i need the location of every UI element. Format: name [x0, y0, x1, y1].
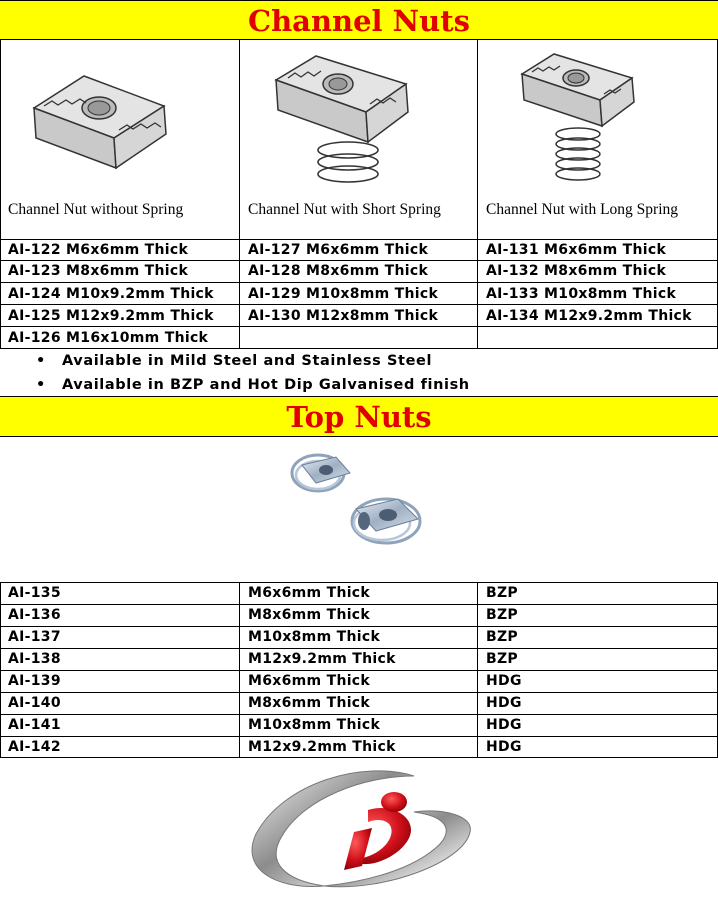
channel-nut-code: AI-131 M6x6mm Thick [486, 242, 667, 258]
channel-nut-code: AI-124 M10x9.2mm Thick [8, 286, 214, 302]
company-logo [244, 762, 476, 894]
top-nut-code: AI-141 [8, 717, 61, 733]
top-nut-finish: BZP [486, 607, 518, 623]
top-nut-size: M6x6mm Thick [248, 673, 371, 689]
channel-nut-long-spring-image [514, 50, 644, 190]
channel-nuts-title: Channel Nuts [247, 4, 470, 38]
table-rule [0, 326, 718, 327]
table-divider-1 [239, 40, 240, 348]
table-rule [0, 692, 718, 693]
top-nut-size: M10x8mm Thick [248, 629, 381, 645]
top-nuts-title: Top Nuts [286, 400, 432, 434]
top-nut-size: M10x8mm Thick [248, 717, 381, 733]
table-rule [0, 714, 718, 715]
caption-without-spring: Channel Nut without Spring [8, 201, 184, 218]
caption-long-spring: Channel Nut with Long Spring [486, 201, 679, 218]
top-nut-finish: HDG [486, 717, 522, 733]
bullet-dot: • [36, 353, 46, 369]
channel-nut-code: AI-122 M6x6mm Thick [8, 242, 189, 258]
bullet-dot: • [36, 377, 46, 393]
top-nut-finish: BZP [486, 585, 518, 601]
table-rule [0, 757, 718, 758]
top-nut-code: AI-137 [8, 629, 61, 645]
table-rule [0, 648, 718, 649]
table-border-left [0, 582, 1, 758]
channel-nut-code: AI-128 M8x6mm Thick [248, 263, 429, 279]
top-nut-finish: HDG [486, 673, 522, 689]
top-nut-size: M12x9.2mm Thick [248, 651, 396, 667]
top-nut-finish: HDG [486, 695, 522, 711]
channel-nut-code: AI-129 M10x8mm Thick [248, 286, 439, 302]
table-divider-2 [477, 582, 478, 758]
top-nut-code: AI-140 [8, 695, 61, 711]
table-rule [0, 604, 718, 605]
top-nut-size: M6x6mm Thick [248, 585, 371, 601]
table-rule [0, 582, 718, 583]
top-nuts-header [0, 396, 718, 437]
table-rule [0, 626, 718, 627]
channel-nut-code: AI-132 M8x6mm Thick [486, 263, 667, 279]
top-nut-size: M8x6mm Thick [248, 607, 371, 623]
table-divider-1 [239, 582, 240, 758]
bullet-text: Available in BZP and Hot Dip Galvanised finish [62, 377, 470, 393]
table-rule [0, 282, 718, 283]
bullet-text: Available in Mild Steel and Stainless Steel [62, 353, 433, 369]
top-nut-code: AI-138 [8, 651, 61, 667]
table-rule [0, 239, 718, 240]
channel-nut-code: AI-134 M12x9.2mm Thick [486, 308, 692, 324]
table-rule [0, 304, 718, 305]
top-nut-finish: BZP [486, 651, 518, 667]
channel-nut-code: AI-125 M12x9.2mm Thick [8, 308, 214, 324]
channel-nut-without-spring-image [24, 68, 174, 178]
top-nut-code: AI-139 [8, 673, 61, 689]
top-nut-size: M12x9.2mm Thick [248, 739, 396, 755]
channel-nut-code: AI-133 M10x8mm Thick [486, 286, 677, 302]
table-rule [0, 260, 718, 261]
channel-nut-code: AI-130 M12x8mm Thick [248, 308, 439, 324]
table-rule [0, 736, 718, 737]
top-nut-size: M8x6mm Thick [248, 695, 371, 711]
top-nut-finish: BZP [486, 629, 518, 645]
bullet-material [36, 353, 433, 369]
top-nut-finish: HDG [486, 739, 522, 755]
top-nut-code: AI-136 [8, 607, 61, 623]
top-nuts-image [286, 443, 436, 553]
top-nut-code: AI-135 [8, 585, 61, 601]
channel-nut-code: AI-127 M6x6mm Thick [248, 242, 429, 258]
caption-short-spring: Channel Nut with Short Spring [248, 201, 441, 218]
table-divider-2 [477, 40, 478, 348]
bullet-finish [36, 377, 470, 393]
table-rule [0, 348, 718, 349]
channel-nut-short-spring-image [266, 50, 416, 190]
table-border-left [0, 40, 1, 348]
channel-nut-code: AI-123 M8x6mm Thick [8, 263, 189, 279]
channel-nut-code: AI-126 M16x10mm Thick [8, 330, 209, 346]
table-rule [0, 670, 718, 671]
channel-nuts-header [0, 0, 718, 40]
top-nut-code: AI-142 [8, 739, 61, 755]
